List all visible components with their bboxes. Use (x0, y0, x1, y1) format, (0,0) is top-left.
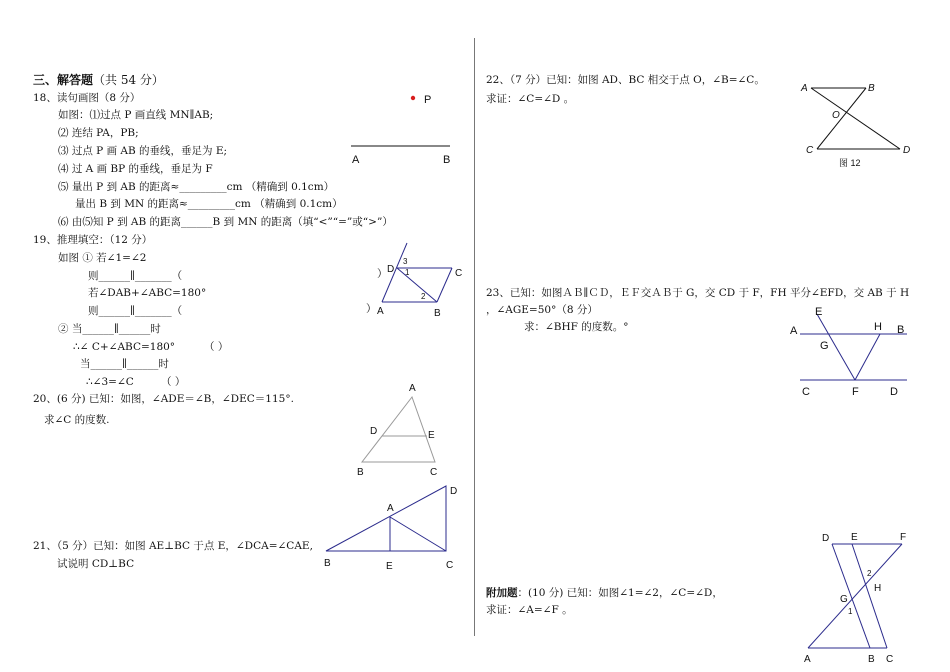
q23-labels (790, 306, 904, 398)
q23-label-b: B (897, 324, 905, 336)
q19-label-2: 2 (421, 292, 426, 301)
q23-label-d: D (890, 386, 898, 398)
section-title-text: 三、解答题 (33, 73, 94, 87)
q19-line5: ② 当______∥______时 (58, 323, 161, 335)
q19-line1: 如图 ① 若∠1=∠2 (58, 252, 147, 264)
q19-line3: 若∠DAB+∠ABC=180° (88, 287, 207, 299)
q19-line2-close: ） (377, 268, 388, 280)
q21-line-ac (390, 517, 446, 551)
q23-label-a: A (790, 325, 798, 337)
q21-label-a: A (387, 503, 394, 514)
bonus-label-b: B (868, 654, 875, 665)
q23-label-f: F (852, 386, 859, 398)
q19-label-1: 1 (405, 268, 410, 277)
bonus-line-ec (852, 544, 887, 648)
q18-label-p: P (424, 94, 432, 106)
bonus-line2: 求证：∠A=∠F 。 (486, 604, 573, 616)
q18-line2: ⑵ 连结 PA，PB; (58, 127, 139, 139)
q22-label-o: O (832, 110, 840, 121)
q21-figure (326, 486, 446, 551)
q19-line8: ∴∠3=∠C (86, 376, 134, 388)
q19-line2: 则______∥_______（ (88, 270, 183, 282)
bonus-label-2: 2 (867, 569, 872, 578)
q23-label-h: H (874, 321, 882, 333)
q21-triangle-bcd (326, 486, 446, 551)
q19-heading: 19、推理填空：（12 分） (33, 234, 153, 246)
q23-line-fh (855, 334, 880, 380)
bonus-label-e: E (851, 532, 858, 543)
bonus-label-c: C (886, 654, 894, 665)
q20-line1: 20、(6 分) 已知：如图，∠ADE＝∠B，∠DEC＝115°. (33, 393, 294, 405)
bonus-line1-text: ：(10 分) 已知：如图∠1=∠2，∠C=∠D， (517, 587, 723, 599)
q20-label-b: B (357, 467, 364, 478)
q19-label-d: D (387, 264, 395, 275)
q19-line7: 当______∥______时 (80, 358, 169, 370)
q23-line1: 23、已知：如图ＡＢ∥ＣＤ，ＥＦ交ＡＢ于 G，交 CD 于 F，FH 平分∠EFD，交 AB 于 H (486, 287, 910, 299)
q21-line1: 21、（5 分）已知：如图 AE⊥BC 于点 E，∠DCA=∠CAE, (33, 540, 313, 552)
section-score: （共 54 分） (93, 73, 164, 87)
q23-label-g: G (820, 340, 829, 352)
q19-line-db (397, 268, 437, 302)
q19-label-b: B (434, 308, 441, 319)
q22-line1: 22、（7 分）已知：如图 AD、BC 相交于点 O，∠B=∠C。 (486, 74, 765, 86)
q21-line2: 试说明 CD⊥BC (57, 558, 135, 570)
bonus-title: 附加题 (486, 587, 518, 599)
q19-label-a: A (377, 306, 384, 317)
q18-label-b: B (443, 154, 451, 166)
point-p-dot (411, 96, 415, 100)
q19-line6: ∴∠ C+∠ABC=180° (73, 341, 176, 353)
q19-line4-close: ） (366, 303, 377, 315)
q18-line7: ⑹ 由⑸知 P 到 AB 的距离______B 到 MN 的距离（填“<”“=”或“>”） (58, 216, 393, 228)
q18-line5: ⑸ 量出 P 到 AB 的距离≈_________cm （精确到 0.1cm） (58, 181, 335, 193)
q22-labels (800, 83, 910, 168)
q22-caption: 图 12 (839, 158, 861, 168)
q23-figure (800, 314, 907, 380)
q18-line1: 如图：⑴过点 P 画直线 MN∥AB; (58, 109, 214, 121)
q20-label-e: E (428, 430, 435, 441)
q22-figure (811, 88, 900, 149)
q20-label-a: A (409, 383, 416, 394)
q18-line6: 量出 B 到 MN 的距离≈_________cm （精确到 0.1cm） (75, 198, 343, 210)
q20-line2: 求∠C 的度数. (44, 414, 110, 426)
bonus-line-db (832, 544, 870, 648)
q23-line3: 求：∠BHF 的度数。° (524, 321, 629, 333)
q22-line2: 求证：∠C=∠D 。 (486, 93, 575, 105)
q23-line2: ，∠AGE=50°（8 分） (486, 304, 598, 316)
q20-label-c: C (430, 467, 438, 478)
q19-line4: 则______∥_______（ (88, 305, 183, 317)
q19-line6-reason: （ ） (204, 341, 229, 353)
bonus-label-a: A (804, 654, 811, 665)
bonus-figure (808, 544, 902, 648)
q21-label-b: B (324, 558, 331, 569)
q19-label-c: C (455, 268, 463, 279)
q22-label-b: B (868, 83, 875, 94)
q18-figure (351, 94, 450, 166)
q19-labels (377, 257, 462, 319)
q22-label-c: C (806, 145, 814, 156)
bonus-label-g: G (840, 594, 848, 605)
q19-line8-reason: （ ） (161, 376, 186, 388)
q19-transversal (382, 243, 407, 302)
q18-heading: 18、读句画图（8 分） (33, 92, 141, 104)
q20-label-d: D (370, 426, 378, 437)
q22-label-a: A (801, 83, 808, 94)
q18-line4: ⑷ 过 A 画 BP 的垂线，垂足为 F (58, 163, 213, 175)
bonus-label-f: F (900, 532, 907, 543)
q18-label-a: A (352, 154, 360, 166)
q21-label-c: C (446, 560, 454, 571)
q23-label-e: E (815, 306, 823, 318)
q21-label-e: E (386, 561, 393, 572)
q18-line3: ⑶ 过点 P 画 AB 的垂线，垂足为 E; (58, 145, 228, 157)
q23-label-c: C (802, 386, 810, 398)
q21-label-d: D (450, 486, 458, 497)
q19-label-3: 3 (403, 257, 408, 266)
bonus-line-fa (808, 544, 902, 648)
q20-labels (357, 383, 437, 478)
q19-line-bc (437, 268, 452, 302)
bonus-label-1: 1 (848, 607, 853, 616)
bonus-label-d: D (822, 533, 830, 544)
q21-labels (324, 486, 457, 572)
bonus-label-h: H (874, 583, 882, 594)
q22-label-d: D (903, 145, 911, 156)
